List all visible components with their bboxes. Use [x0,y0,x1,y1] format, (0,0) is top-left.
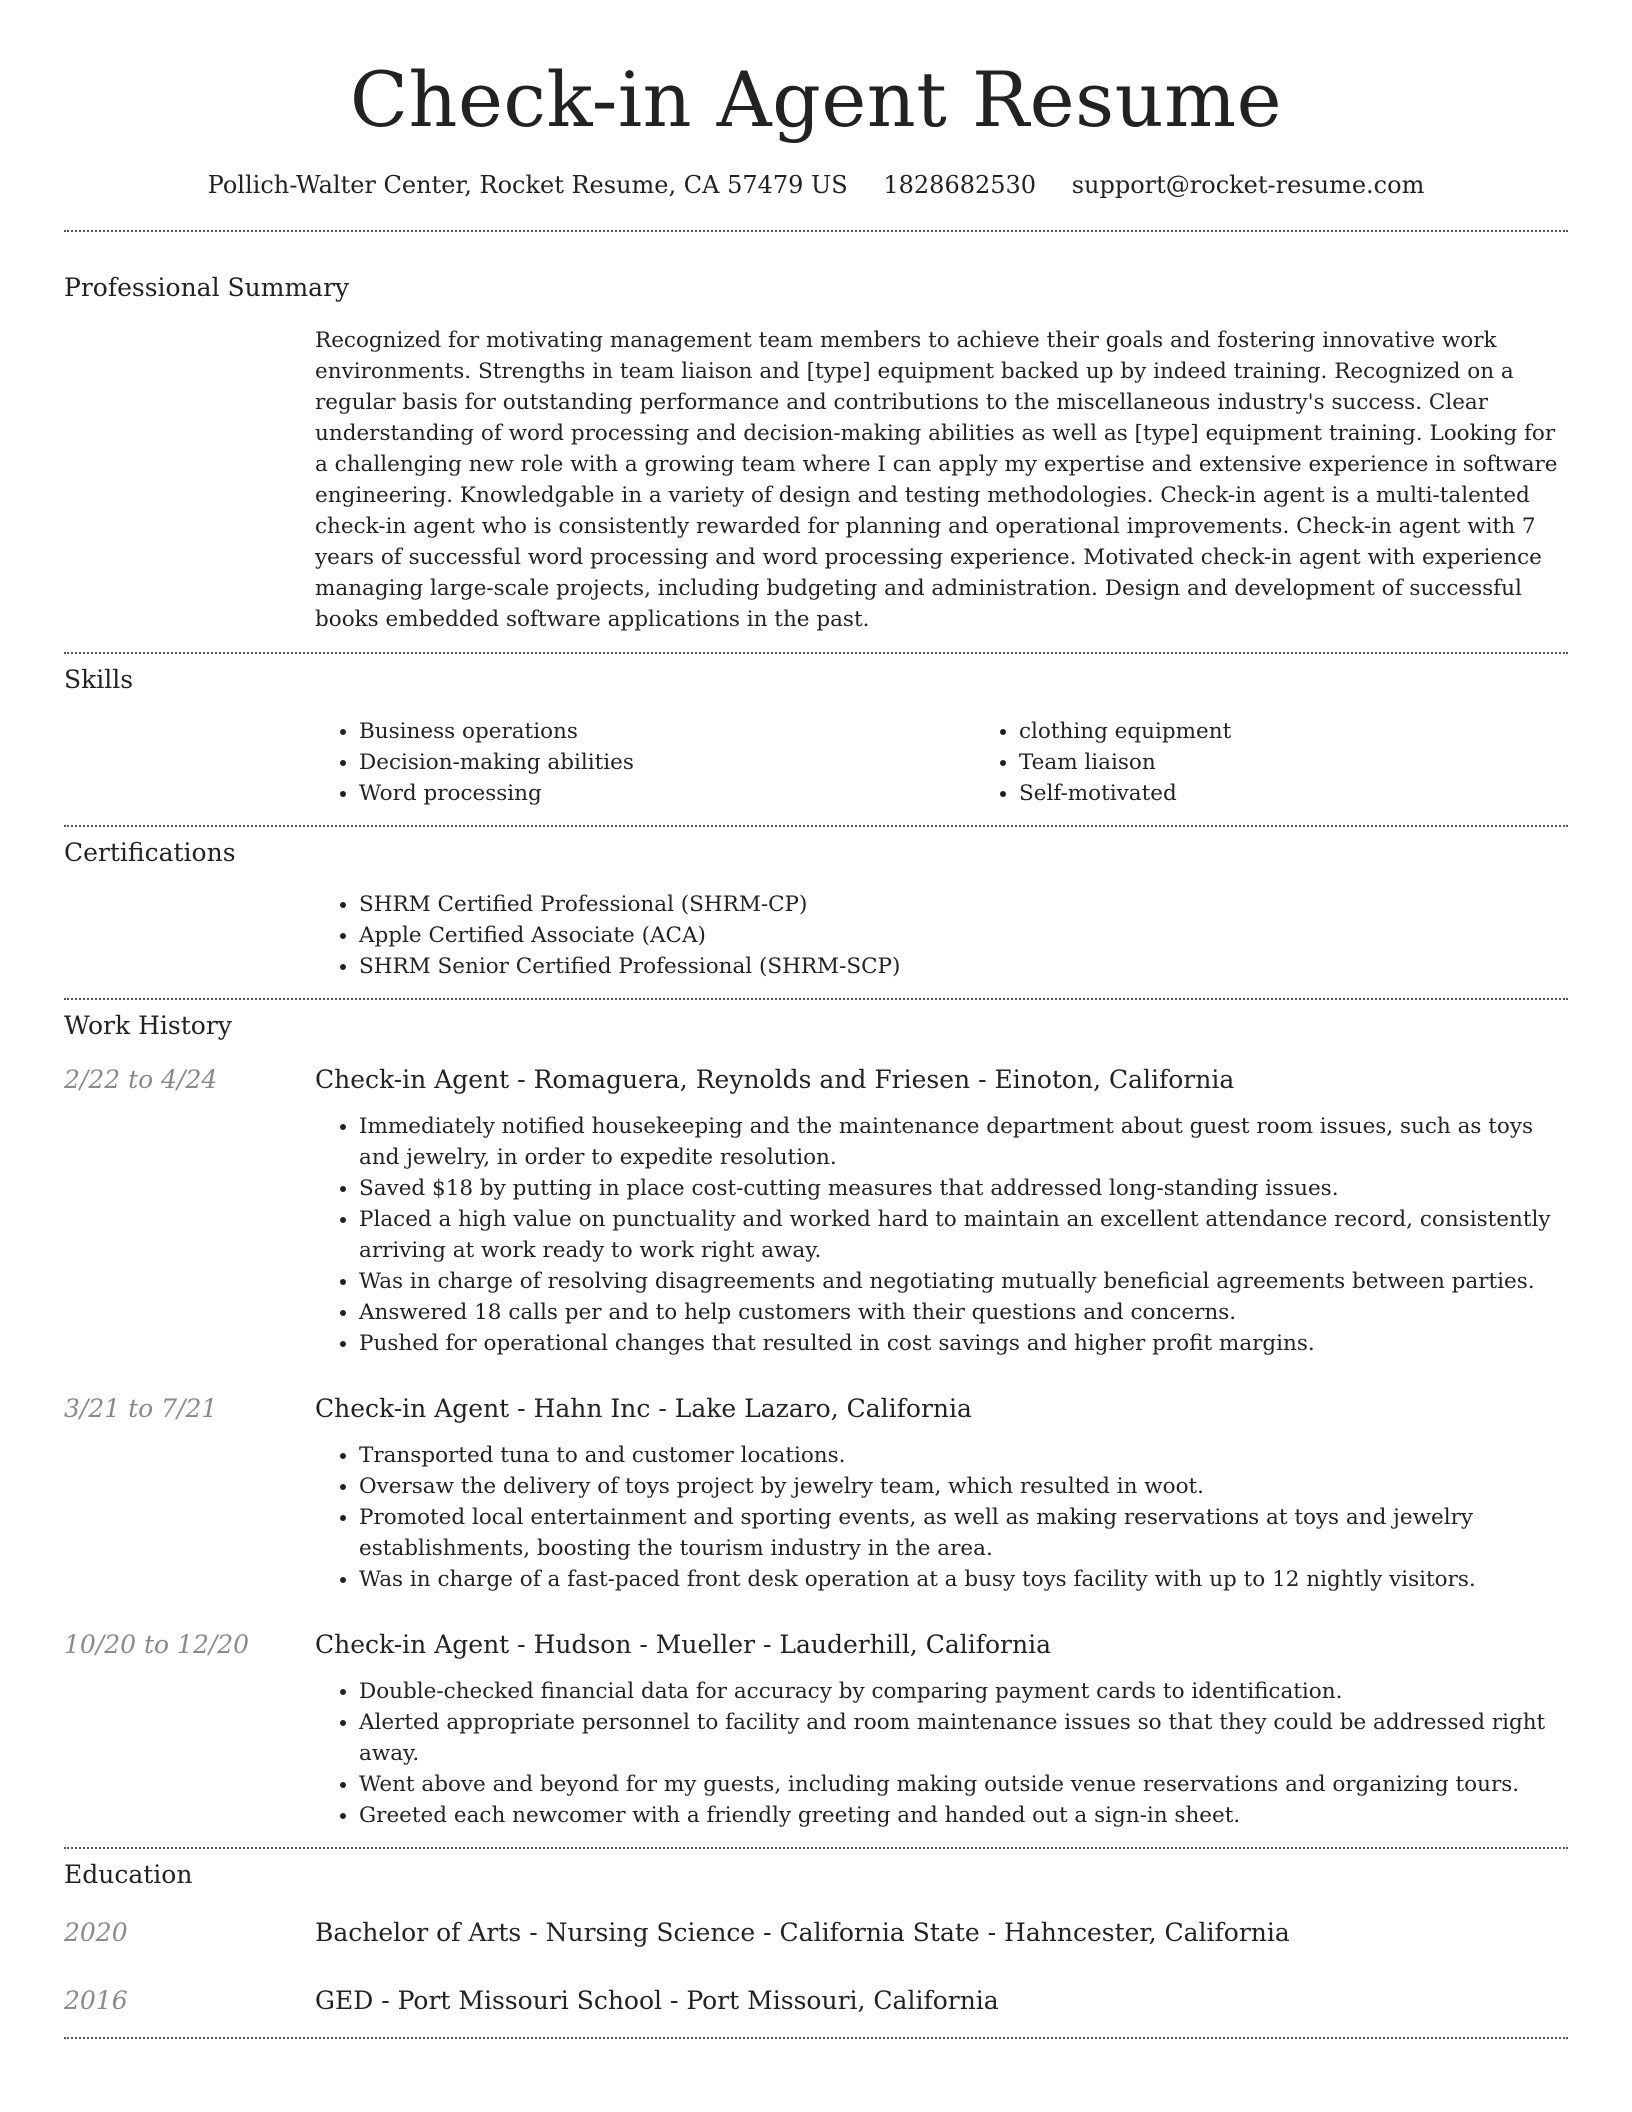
summary-text: Recognized for motivating management team members to achieve their goals and fostering innovative work environments. Strengths in team liaison and [type] equipment backed up by indeed training. Recognized on a regular basis for outstanding performance and contributions to the miscellaneous industry's success. Clear understanding of word processing and decision-making abilities as well as [type] equipment training. Looking for a challenging new role with a growing team where I can apply my expertise and extensive experience in software engineering. Knowledgable in a variety of design and testing methodologies. Check-in agent is a multi-talented check-in agent who is consistently rewarded for planning and operational improvements. Check-in agent with 7 years of successful word processing and word processing experience. Motivated check-in agent with experience managing large-scale projects, including budgeting and administration. Design and development of successful books embedded software applications in the past. [315,328,1558,632]
skills-list-right [975,716,1632,809]
education-year: 2020 [64,1918,128,1947]
divider [64,2037,1568,2039]
section-heading: Work History [64,1011,232,1040]
list-item: • Promoted local entertainment and sporting events, as well as making reservations at toys and jewelry establishments, boosting the tourism industry in the area. [359,1502,1568,1564]
job-dates: 3/21 to 7/21 [64,1394,218,1423]
job-bullets [315,1111,1568,1359]
job-entry [64,1629,1568,1831]
contact-address: Pollich-Walter Center, Rocket Resume, CA 57479 US [207,171,848,199]
list-item: • Alerted appropriate personnel to facility and room maintenance issues so that they could be addressed right away. [359,1707,1568,1769]
list-item: • Self-motivated [1019,778,1632,809]
list-item: • Answered 18 calls per and to help customers with their questions and concerns. [359,1297,1568,1328]
education-text: Bachelor of Arts - Nursing Science - California State - Hahncester, California [315,1918,1290,1947]
list-item: • Saved $18 by putting in place cost-cutting measures that addressed long-standing issues. [359,1173,1568,1204]
education-year: 2016 [64,1986,128,2015]
contact-line [64,170,1568,200]
list-item: • Oversaw the delivery of toys project by jewelry team, which resulted in woot. [359,1471,1568,1502]
list-item: • Was in charge of a fast-paced front desk operation at a busy toys facility with up to 12 nightly visitors. [359,1564,1568,1595]
list-item: • Went above and beyond for my guests, including making outside venue reservations and organizing tours. [359,1769,1568,1800]
education-text: GED - Port Missouri School - Port Missouri, California [315,1986,999,2015]
contact-email: support@rocket-resume.com [1071,171,1425,199]
skills-list-left [315,716,975,809]
list-item: • Word processing [359,778,975,809]
list-item: • Business operations [359,716,975,747]
list-item: • Double-checked financial data for accuracy by comparing payment cards to identification. [359,1676,1568,1707]
section-heading: Professional Summary [64,273,350,302]
skills-section [64,654,1568,809]
job-bullets [315,1676,1568,1831]
job-bullets [315,1440,1568,1595]
job-title: Check-in Agent - Hahn Inc - Lake Lazaro, California [315,1394,972,1423]
summary-section [64,232,1568,635]
job-dates: 10/20 to 12/20 [64,1630,250,1659]
education-entry [64,1917,1568,1949]
education-section [64,1849,1568,2017]
work-history-section [64,1000,1568,1831]
job-dates: 2/22 to 4/24 [64,1065,218,1094]
section-heading: Certifications [64,838,236,867]
job-title: Check-in Agent - Hudson - Mueller - Lauderhill, California [315,1630,1051,1659]
list-item: • Was in charge of resolving disagreements and negotiating mutually beneficial agreements between parties. [359,1266,1568,1297]
certifications-list [315,889,1568,982]
list-item: • Immediately notified housekeeping and the maintenance department about guest room issues, such as toys and jewelry, in order to expedite resolution. [359,1111,1568,1173]
job-entry [64,1393,1568,1595]
list-item: • Placed a high value on punctuality and worked hard to maintain an excellent attendance record, consistently arriving at work ready to work right away. [359,1204,1568,1266]
section-heading: Skills [64,665,134,694]
list-item: • Greeted each newcomer with a friendly greeting and handed out a sign-in sheet. [359,1800,1568,1831]
list-item: • Pushed for operational changes that resulted in cost savings and higher profit margins. [359,1328,1568,1359]
job-entry [64,1064,1568,1359]
list-item: • Transported tuna to and customer locations. [359,1440,1568,1471]
list-item: • SHRM Senior Certified Professional (SHRM-SCP) [359,951,1568,982]
education-entry [64,1985,1568,2017]
list-item: • SHRM Certified Professional (SHRM-CP) [359,889,1568,920]
job-title: Check-in Agent - Romaguera, Reynolds and Friesen - Einoton, California [315,1065,1235,1094]
page-title: Check-in Agent Resume [349,55,1283,144]
list-item: • clothing equipment [1019,716,1632,747]
section-heading: Education [64,1860,193,1889]
list-item: • Apple Certified Associate (ACA) [359,920,1568,951]
contact-phone: 1828682530 [883,171,1037,199]
list-item: • Team liaison [1019,747,1632,778]
list-item: • Decision-making abilities [359,747,975,778]
certifications-section [64,827,1568,982]
